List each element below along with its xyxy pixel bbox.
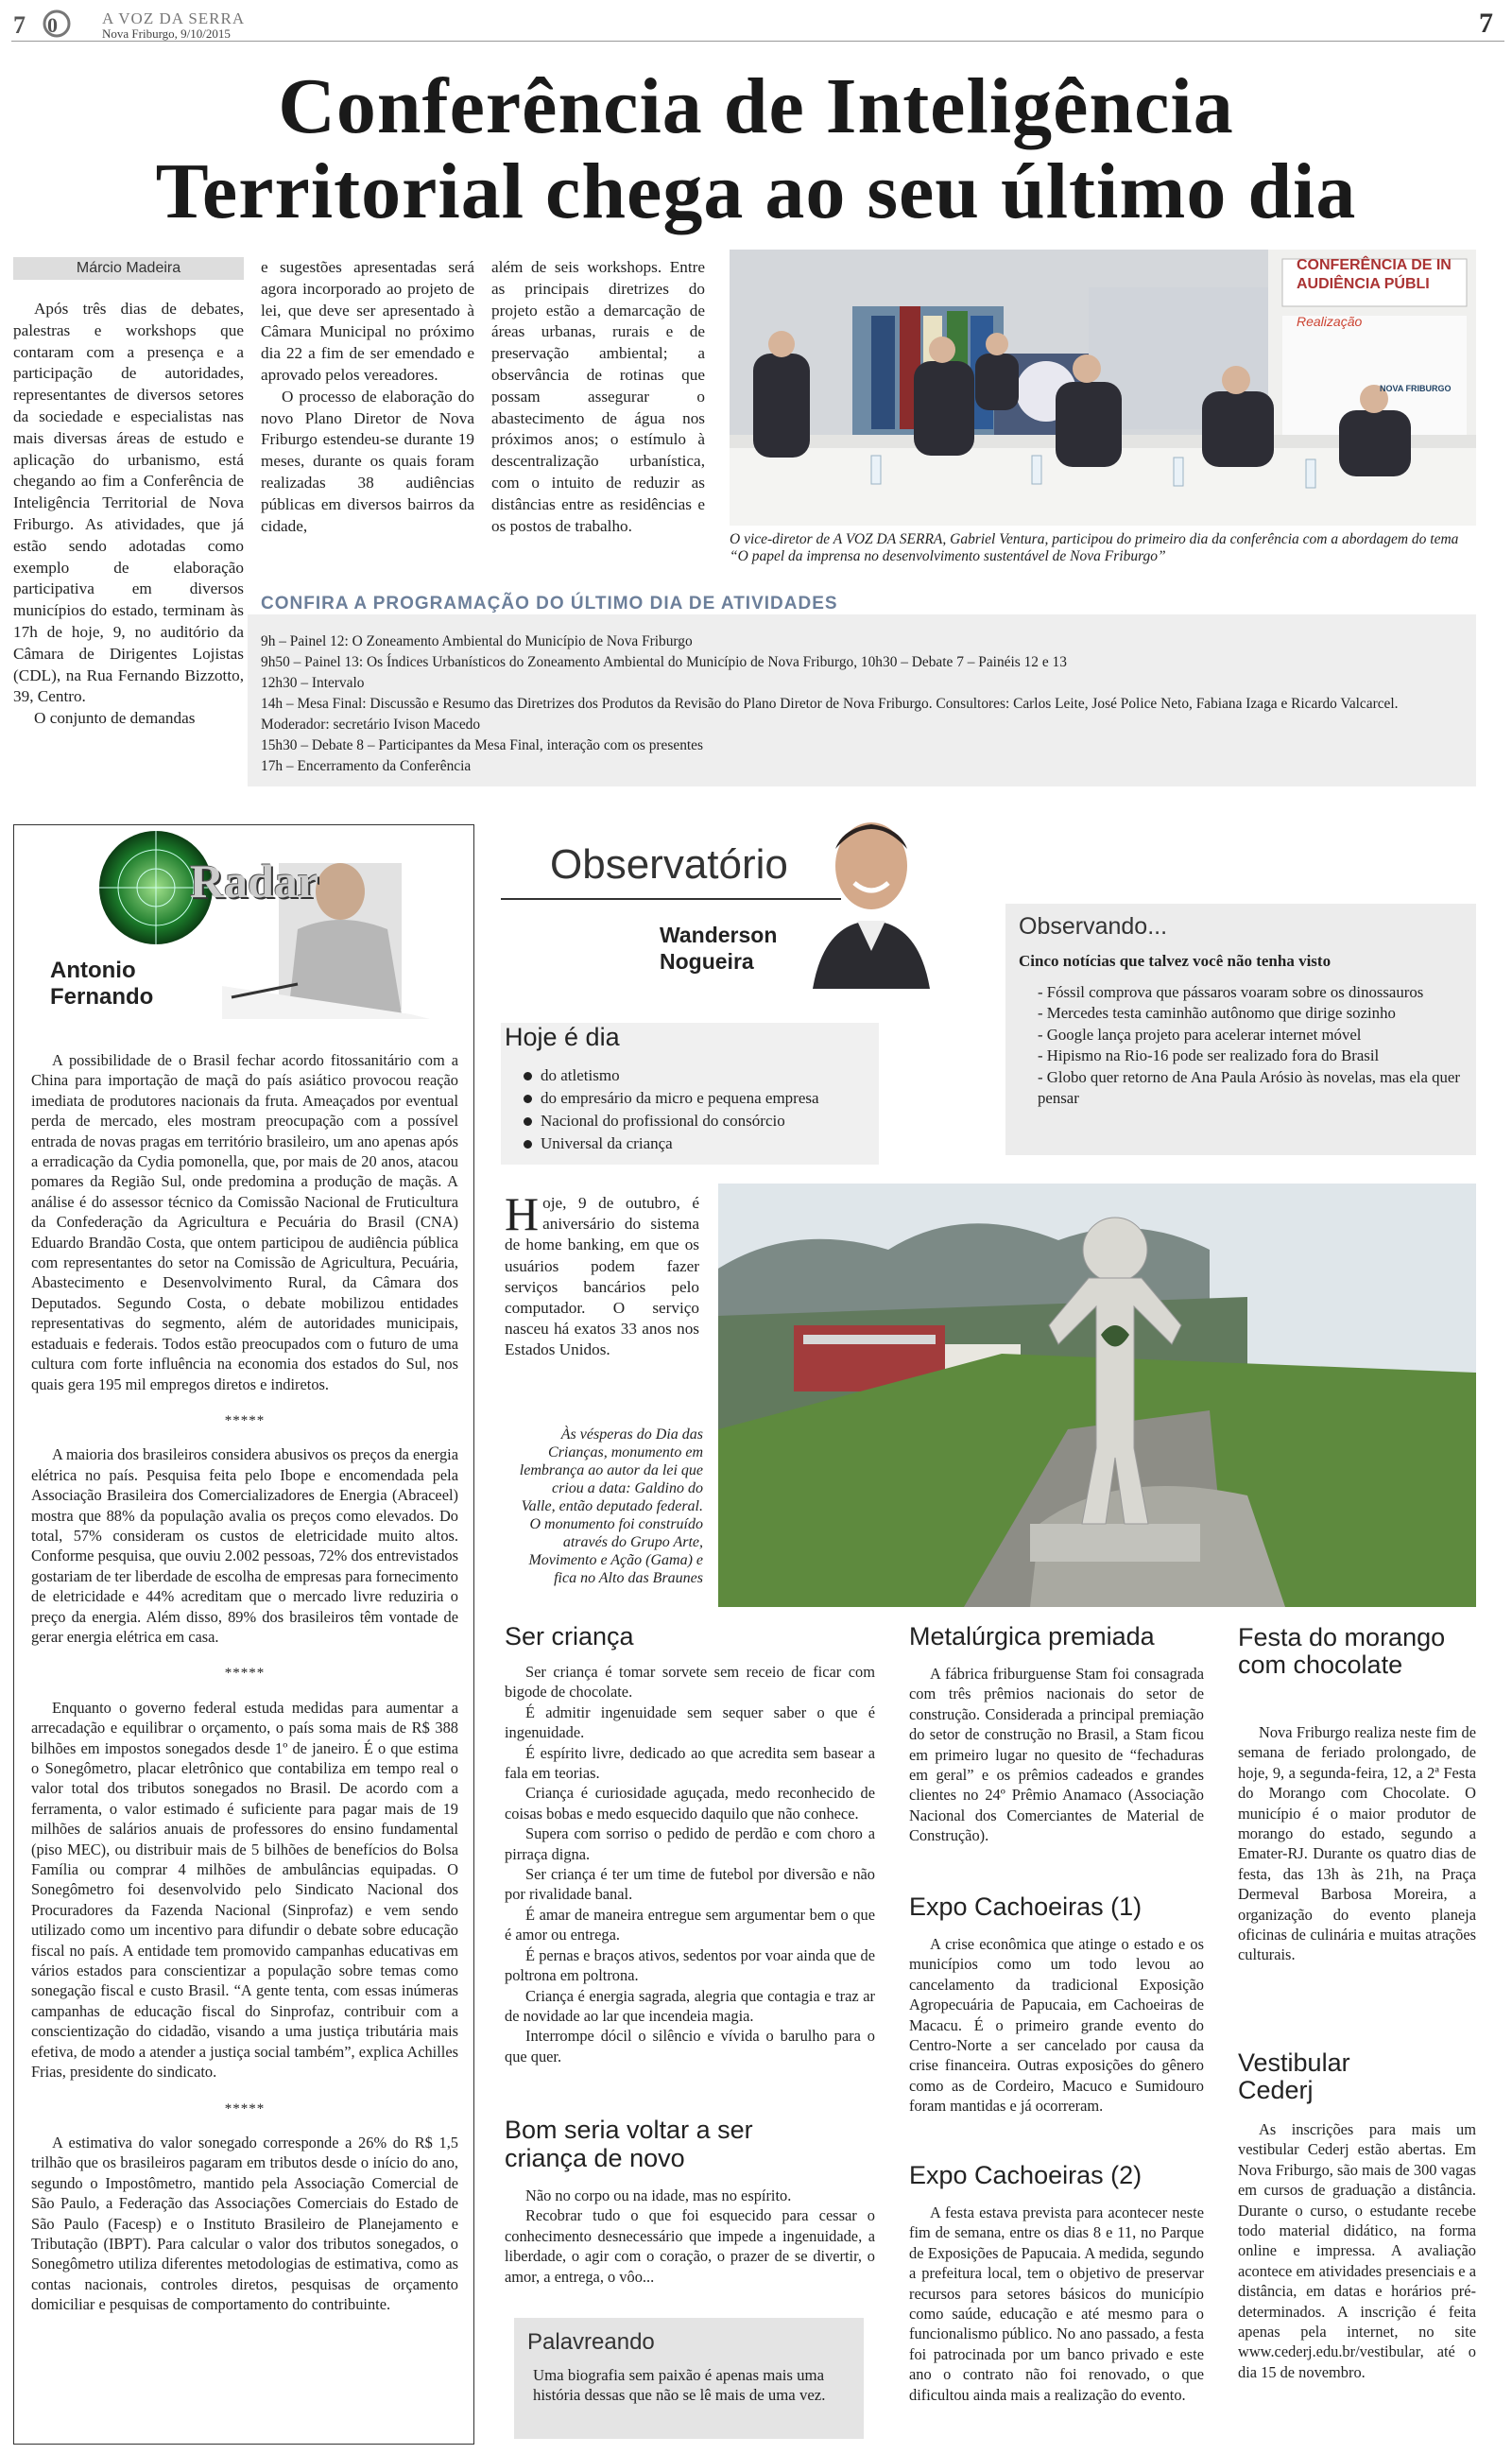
monument-photo-image bbox=[718, 1184, 1476, 1607]
observando-box bbox=[1005, 904, 1476, 1155]
observando-item: - Google lança projeto para acelerar internet móvel bbox=[1038, 1025, 1362, 1044]
ser-crianca-title: Ser criança bbox=[505, 1622, 634, 1650]
observando-title: Observando... bbox=[1019, 913, 1168, 940]
observatorio-underline bbox=[501, 898, 841, 900]
anniversary-logo bbox=[11, 9, 96, 38]
observatorio-author-last: Nogueira bbox=[660, 949, 754, 974]
anniversary-logo-icon bbox=[11, 9, 96, 38]
author-portrait bbox=[805, 800, 937, 989]
observatorio-title: Observatório bbox=[550, 841, 788, 888]
hoje-paragraph: oje, 9 de outubro, é aniversário do sistema de home banking, em que os usuários podem fazer serviços bancários pelo computador. O serviço nasceu há exatos 33 anos nos Estados Unidos. bbox=[505, 1194, 699, 1359]
hoje-box bbox=[501, 1023, 879, 1165]
hoje-title: Hoje é dia bbox=[505, 1023, 620, 1051]
observando-item: - Globo quer retorno de Ana Paula Arósio às novelas, mas ela quer pensar bbox=[1038, 1067, 1460, 1108]
ser-crianca-paragraph: Ser criança é tomar sorvete sem receio de ficar com bigode de chocolate. bbox=[505, 1663, 875, 1702]
article-paragraph: e sugestões apresentadas será agora incorporado ao projeto de lei, que deve ser apresentado à Câmara Municipal no próximo dia 22 a fim de ser emendado e aprovado pelos vereadores. bbox=[261, 258, 474, 384]
radar-separator: ***** bbox=[224, 1412, 266, 1428]
palavreando-text: Uma biografia sem paixão é apenas mais uma história dessas que não se lê mais de uma vez. bbox=[533, 2366, 826, 2404]
schedule-item: 9h50 – Painel 13: Os Índices Urbanísticos do Zoneamento Ambiental do Município de Nova Friburgo, 10h30 – Debate 7 – Painéis 12 e 13 bbox=[261, 654, 1067, 670]
hoje-item: do empresário da micro e pequena empresa bbox=[520, 1087, 879, 1110]
photo-caption: O vice-diretor de A VOZ DA SERRA, Gabriel Ventura, participou do primeiro dia da conferência com a abordagem do tema “O papel da imprensa no desenvolvimento sustentável de Nova Friburgo” bbox=[730, 531, 1459, 564]
expo1-paragraph: A crise econômica que atinge o estado e os municípios como um todo levou ao cancelamento da tradicional Exposição Agropecuária de Papucaia, em Cachoeiras de Macacu. É o primeiro grande evento do Centro-Norte a ser cancelado por causa da crise financeira. Outras exposições do gênero como as de Cordeiro, Macuco e Sumidouro foram mantidas e já ocorreram. bbox=[909, 1935, 1204, 2116]
hoje-item: do atletismo bbox=[520, 1064, 879, 1087]
ser-crianca-body bbox=[505, 1662, 875, 2066]
photo-realizacao: Realização bbox=[1297, 314, 1363, 329]
ser-crianca-paragraph: É admitir ingenuidade sem sequer saber o que é ingenuidade. bbox=[505, 1702, 875, 1742]
radar-body bbox=[31, 1050, 458, 2315]
observando-list bbox=[1019, 982, 1463, 1109]
metalurgica-title: Metalúrgica premiada bbox=[909, 1622, 1155, 1650]
schedule-item: 15h30 – Debate 8 – Participantes da Mesa Final, interação com os presentes bbox=[261, 737, 703, 753]
festa-paragraph: Nova Friburgo realiza neste fim de semana de feriado prolongado, de hoje, 9, a segunda-feira, 12, a 2ª Festa do Morango com Chocolate. O município é o maior produtor de morango do estado, segundo a Emater-RJ. Durante os quatro dias de festa, das 13h às 21h, na Praça Dermeval Barbosa Moreira, a organização do evento planeja oficinas de culinária e muitas atrações culturais. bbox=[1238, 1723, 1476, 1964]
hoje-text bbox=[505, 1187, 699, 1361]
article-paragraph: Após três dias de debates, palestras e workshops que contaram com a presença e a participação de autoridades, representantes de diversos setores da sociedade e especialistas nas mais diversas áreas de estudo e aplicação do urbanismo, está chegando ao fim a Conferência de Inteligência Territorial de Nova Friburgo. As atividades, que já estão sendo adotadas como exemplo de elaboração participativa em diversos municípios do estado, terminam às 17h de hoje, 9, no auditório da Câmara de Dirigentes Lojistas (CDL), na Rua Fernando Bizzotto, 39, Centro. bbox=[13, 300, 244, 706]
hoje-item: Universal da criança bbox=[520, 1132, 879, 1155]
byline: Márcio Madeira bbox=[13, 257, 244, 280]
expo2-title: Expo Cachoeiras (2) bbox=[909, 2161, 1143, 2189]
ser-crianca-paragraph: Ser criança é ter um time de futebol por diversão e não por rivalidade banal. bbox=[505, 1865, 875, 1904]
ser-crianca-paragraph: Criança é curiosidade aguçada, medo reconhecido de coisas bobas e medo esquecido daquilo que não conhece. bbox=[505, 1784, 875, 1823]
metalurgica-body bbox=[909, 1664, 1204, 1846]
article-column-1 bbox=[13, 299, 244, 730]
radar-separator: ***** bbox=[224, 2100, 266, 2117]
hoje-item: Nacional do profissional do consórcio bbox=[520, 1110, 879, 1132]
conference-photo bbox=[730, 250, 1476, 526]
bom-seria-title: Bom seria voltar a ser criança de novo bbox=[505, 2116, 753, 2172]
radar-separator: ***** bbox=[224, 1666, 266, 1682]
radar-paragraph: A estimativa do valor sonegado corresponde a 26% do R$ 1,5 trilhão que os brasileiros pagaram em tributos desde o início do ano, segundo o Impostômetro, mantido pela Associação Comercial de São Paulo, a Federação das Associações Comerciais do Estado de São Paulo (Facesp) e o Instituto Brasileiro de Planejamento e Tributação (IBPT). Para calcular o valor dos tributos sonegados, o Sonegômetro utiliza diferentes metodologias de estimativa, como as contas nacionais, controles diretos, pesquisas de orçamento domiciliar e pesquisas de comportamento do contribuinte. bbox=[31, 2133, 458, 2314]
dateline: Nova Friburgo, 9/10/2015 bbox=[102, 26, 231, 41]
radar-header bbox=[14, 825, 472, 1024]
observando-item: - Mercedes testa caminhão autônomo que dirige sozinho bbox=[1038, 1004, 1396, 1023]
article-column-2 bbox=[261, 257, 474, 537]
radar-author-first: Antonio bbox=[50, 958, 136, 983]
radar-column bbox=[13, 824, 474, 2445]
hoje-list bbox=[520, 1064, 879, 1155]
monument-caption: Às vésperas do Dia das Crianças, monumento em lembrança ao autor da lei que criou a data: Galdino do Valle, então deputado federal. O monumento foi construído através do Grupo Arte, Movimento e Ação (Gama) e fica no Alto das Braunes bbox=[519, 1426, 703, 1586]
photo-banner-line-2: AUDIÊNCIA PÚBLI bbox=[1297, 276, 1430, 292]
schedule-title: CONFIRA A PROGRAMAÇÃO DO ÚLTIMO DIA DE ATIVIDADES bbox=[261, 594, 838, 614]
article-paragraph: O conjunto de demandas bbox=[34, 709, 196, 728]
expo1-body bbox=[909, 1934, 1204, 2117]
expo2-body bbox=[909, 2203, 1204, 2405]
vestibular-body bbox=[1238, 2119, 1476, 2382]
expo1-title: Expo Cachoeiras (1) bbox=[909, 1892, 1143, 1921]
radar-author-last: Fernando bbox=[50, 984, 154, 1010]
metalurgica-paragraph: A fábrica friburguense Stam foi consagrada com três prêmios nacionais do setor de construção. Considerada a principal premiação do setor de construção no Brasil, a Stam ficou em primeiro lugar no quesito de “fechaduras em geral” e os prêmios cadeados e grandes clientes no 24º Prêmio Anamaco (Associação Nacional dos Comerciantes de Material de Construção). bbox=[909, 1665, 1204, 1845]
schedule-box bbox=[248, 614, 1476, 786]
expo2-paragraph: A festa estava prevista para acontecer neste fim de semana, entre os dias 8 e 11, no Parque de Exposições de Papucaia. A medida, segundo a prefeitura local, tem o objetivo de preservar recursos para setores básicos do município como saúde, educação e até mesmo para o funcionalismo público. No ano passado, a festa foi patrocinada por um banco privado e este ano o contrato não foi renovado, o que dificultou ainda mais a realização do evento. bbox=[909, 2203, 1204, 2404]
observatorio-author-first: Wanderson bbox=[660, 923, 778, 947]
svg-text:0: 0 bbox=[47, 13, 58, 37]
photo-brand: NOVA FRIBURGO bbox=[1380, 384, 1452, 393]
observando-item: - Fóssil comprova que pássaros voaram sobre os dinossauros bbox=[1038, 983, 1424, 1001]
ser-crianca-paragraph: Criança é energia sagrada, alegria que contagia e traz ar de novidade ao lar que incendeia magia. bbox=[505, 1986, 875, 2025]
radar-logo-text: Radar bbox=[190, 855, 319, 907]
schedule-item: 9h – Painel 12: O Zoneamento Ambiental do Município de Nova Friburgo bbox=[261, 633, 693, 649]
vestibular-title: Vestibular Cederj bbox=[1238, 2048, 1350, 2104]
ser-crianca-paragraph: É espírito livre, dedicado ao que acredita sem basear a fala em teorias. bbox=[505, 1743, 875, 1783]
radar-paragraph: A possibilidade de o Brasil fechar acordo fitossanitário com a China para importação de maçã do país asiático provocou reação imediata de produtores nacionais da fruta. Ameaçados por eventual perda de mercado, eles mostram preocupação com a possível entrada de novas pragas em território brasileiro, um ano apenas após a erradicação da Cydia pomonella, que, por mais de 20 anos, atacou pomares da Região Sul, onde predomina a produção de maçãs. A análise é do assessor técnico da Comissão Nacional de Fruticultura da Confederação da Agricultura e Pecuária do Brasil (CNA) Eduardo Brandão Costa, que ontem participou de audiência pública com representantes do setor na Comissão de Agricultura, Pecuária, Abastecimento e Desenvolvimento Rural, da Câmara dos Deputados. Segundo Costa, o debate mobilizou entidades representativas do segmento, além de autoridades municipais, estaduais e federais. Todos estão preocupados com o futuro de uma cultura com forte influência na economia dos estados do Sul, nos quais gera 195 mil empregos diretos e indiretos. bbox=[31, 1051, 458, 1393]
author-portrait-image bbox=[805, 800, 937, 989]
ser-crianca-paragraph: Interrompe dócil o silêncio e vívida o barulho para o que quer. bbox=[505, 2027, 875, 2065]
page-number: 7 bbox=[1479, 8, 1493, 39]
schedule-item: 14h – Mesa Final: Discussão e Resumo das Diretrizes dos Produtos da Revisão do Plano Diretor de Nova Friburgo. Consultores: Carlos Leite, José Police Neto, Fabiana Izaga e Ricardo Valcarcel. Moderador: secretário Ivison Macedo bbox=[261, 696, 1399, 733]
radar-paragraph: Enquanto o governo federal estuda medidas para aumentar a arrecadação e equilibrar o orçamento, o país soma mais de R$ 388 bilhões em impostos sonegados desde 1º de janeiro. É o que estima o Sonegômetro, placar eletrônico que contabiliza em tempo real o valor total dos tributos sonegados no Brasil. De acordo com a ferramenta, o valor estimado é suficiente para pagar mais de 19 milhões de salários anuais de professores do ensino fundamental (piso MEC), ou distribuir mais de 5 bilhões de benefícios do Bolsa Família ou comprar 4 milhões de ambulâncias equipadas. O Sonegômetro foi desenvolvido pelo Sindicato Nacional dos Procuradores da Fazenda Nacional (Sinprofaz) e vem sendo utilizado como um incentivo para difundir o debate sobre educação fiscal no país. A entidade tem promovido campanhas educativas em vários estados para conscientizar a população sobre temas como sonegação fiscal e custo Brasil. “A gente tenta, com essas inúmeras campanhas de educação fiscal do Sinprofaz, contribuir com a conscientização do cidadão, visando a uma justiça tributária mais efetiva, de modo a atender a justiça social também”, explica Achilles Frias, presidente do sindicato. bbox=[31, 1698, 458, 2082]
schedule-item: 12h30 – Intervalo bbox=[261, 675, 365, 691]
observando-subtitle: Cinco notícias que talvez você não tenha visto bbox=[1019, 952, 1332, 970]
bom-seria-paragraph: Não no corpo ou na idade, mas no espírito. bbox=[525, 2186, 792, 2204]
ser-crianca-paragraph: Supera com sorriso o pedido de perdão e com choro a pirraça digna. bbox=[505, 1824, 875, 1863]
photo-banner-line-1: CONFERÊNCIA DE IN bbox=[1297, 257, 1452, 273]
hoje-dropcap: H bbox=[505, 1187, 540, 1240]
vestibular-paragraph: As inscrições para mais um vestibular Cederj estão abertas. Em Nova Friburgo, são mais de 300 vagas em cursos de graduação a distância. Durante o curso, o estudante recebe todo material didático, na forma online e impressa. A avaliação acontece em atividades presenciais e a distância, em datas e horários pré-determinados. A inscrição é feita apenas pela internet, no site www.cederj.edu.br/vestibular, até o dia 15 de novembro. bbox=[1238, 2120, 1476, 2381]
headline-line-1: Conferência de Inteligência bbox=[278, 62, 1234, 150]
schedule-item: 17h – Encerramento da Conferência bbox=[261, 758, 472, 774]
bom-seria-paragraph: Recobrar tudo o que foi esquecido para cessar o conhecimento desnecessário que impede a ingenuidade, a liberdade, o agir com o coração, o prazer de se divertir, o amor, a entrega, o vôo... bbox=[505, 2206, 875, 2286]
festa-body bbox=[1238, 1722, 1476, 1965]
article-paragraph: além de seis workshops. Entre as principais diretrizes do projeto estão a demarcação de áreas urbanas, rurais e de preservação ambiental; a observância de rotinas que possam assegurar o abastecimento de água nos próximos anos; o estímulo à descentralização urbanística, com o intuito de reduzir as distâncias entre as residências e os postos de trabalho. bbox=[491, 258, 705, 535]
ser-crianca-paragraph: É amar de maneira entregue sem argumentar bem o que é amor ou entrega. bbox=[505, 1905, 875, 1944]
masthead bbox=[11, 9, 1504, 42]
observando-item: - Hipismo na Rio-16 pode ser realizado fora do Brasil bbox=[1038, 1046, 1380, 1065]
headline-line-2: Territorial chega ao seu último dia bbox=[155, 147, 1357, 235]
paper-name: A VOZ DA SERRA bbox=[102, 9, 246, 27]
radar-paragraph: A maioria dos brasileiros considera abusivos os preços da energia elétrica no país. Pesquisa feita pelo Ibope e encomendada pela Associação Brasileira dos Comercializadores de Energia (Abraceel) mostra que 88% da população avalia os preços como elevados. Do total, 57% consideram os custos de eletricidade muito altos. Conforme pesquisa, que ouviu 2.002 pessoas, 72% dos entrevistados gostariam de ter liberdade de escolha de empresas para fornecimento de eletricidade e 44% acreditam que o mercado livre reduziria o preço da energia. Além disso, 89% dos brasileiros têm vontade de gerar energia elétrica em casa. bbox=[31, 1445, 458, 1646]
headline bbox=[0, 64, 1512, 234]
monument-photo bbox=[718, 1184, 1476, 1607]
bom-seria-body bbox=[505, 2186, 875, 2287]
article-column-3 bbox=[491, 257, 705, 537]
ser-crianca-paragraph: É pernas e braços ativos, sedentos por voar ainda que de poltrona em poltrona. bbox=[505, 1945, 875, 1985]
palavreando-box bbox=[514, 2318, 864, 2439]
palavreando-title: Palavreando bbox=[527, 2329, 655, 2355]
svg-text:7: 7 bbox=[13, 11, 26, 38]
article-paragraph: O processo de elaboração do novo Plano Diretor de Nova Friburgo estendeu-se durante 19 meses, durante os quais foram realizadas 38 audiências públicas em diversos bairros da cidade, bbox=[261, 387, 474, 535]
festa-title: Festa do morango com chocolate bbox=[1238, 1623, 1446, 1679]
